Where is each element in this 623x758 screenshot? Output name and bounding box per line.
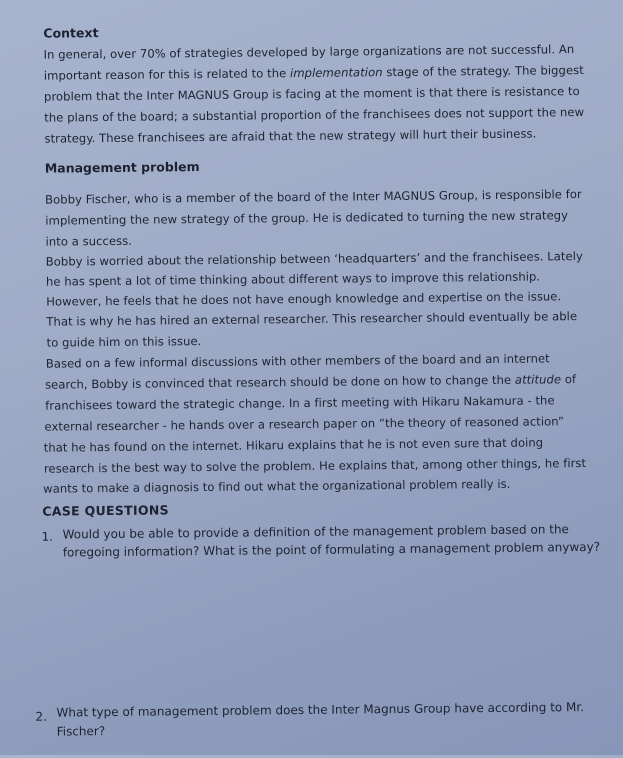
context-line-4: the plans of the board; a substantial proportion of the franchisees does not support the new (44, 105, 585, 125)
mp-line-15: wants to make a diagnosis to find out what the organizational problem really is. (43, 476, 511, 496)
question-1-line-1: Would you be able to provide a definition of the management problem based on the (62, 522, 569, 542)
mp-line-2: implementing the new strategy of the group. He is dedicated to turning the new strategy (45, 208, 569, 228)
emphasis-implementation: implementation (289, 65, 383, 81)
case-questions-heading: CASE QUESTIONS (42, 502, 169, 519)
management-problem-heading: Management problem (44, 159, 200, 176)
mp-line-1: Bobby Fischer, who is a member of the board of the Inter MAGNUS Group, is responsible for (45, 187, 582, 207)
mp-line-6: However, he feels that he does not have enough knowledge and expertise on the issue. (46, 289, 562, 309)
mp-line-12: external researcher - he hands over a research paper on “the theory of reasoned action” (44, 414, 565, 434)
mp-line-7: That is why he has hired an external researcher. This researcher should eventually be able (46, 309, 578, 329)
question-1-line-2: foregoing information? What is the point of formulating a management problem anyway? (62, 539, 601, 560)
question-2-line-2: Fischer? (56, 724, 106, 739)
mp-line-14: research is the best way to solve the problem. He explains that, among other things, he first (43, 456, 587, 476)
mp-line-10: search, Bobby is convinced that research should be done on how to change the attitude of (44, 372, 577, 392)
mp-line-5: he has spent a lot of time thinking about different ways to improve this relationship. (45, 269, 541, 289)
context-line-2: important reason for this is related to the implementation stage of the strategy. The biggest (43, 63, 584, 83)
context-heading: Context (43, 25, 99, 41)
context-line-5: strategy. These franchisees are afraid that the new strategy will hurt their business. (44, 126, 537, 146)
mp-line-13: that he has found on the internet. Hikaru explains that he is not even sure that doing (43, 435, 544, 455)
emphasis-attitude: attitude (514, 372, 562, 387)
mp-line-3: into a success. (45, 233, 133, 249)
context-line-1: In general, over 70% of strategies developed by large organizations are not successful. An (43, 42, 575, 62)
mp-line-4: Bobby is worried about the relationship between ‘headquarters’ and the franchisees. Lately (45, 249, 583, 269)
question-1-number: 1. (41, 529, 54, 544)
mp-line-9: Based on a few informal discussions with other members of the board and an internet (45, 351, 550, 371)
context-line-3: problem that the Inter MAGNUS Group is facing at the moment is that there is resistance to (43, 84, 580, 104)
question-2-number: 2. (35, 709, 48, 724)
question-2-line-1: What type of management problem does the Inter Magnus Group have according to Mr. (56, 700, 585, 720)
mp-line-8: to guide him on this issue. (46, 334, 202, 350)
mp-line-11: franchisees toward the strategic change. In a first meeting with Hikaru Nakamura - the (45, 393, 555, 413)
